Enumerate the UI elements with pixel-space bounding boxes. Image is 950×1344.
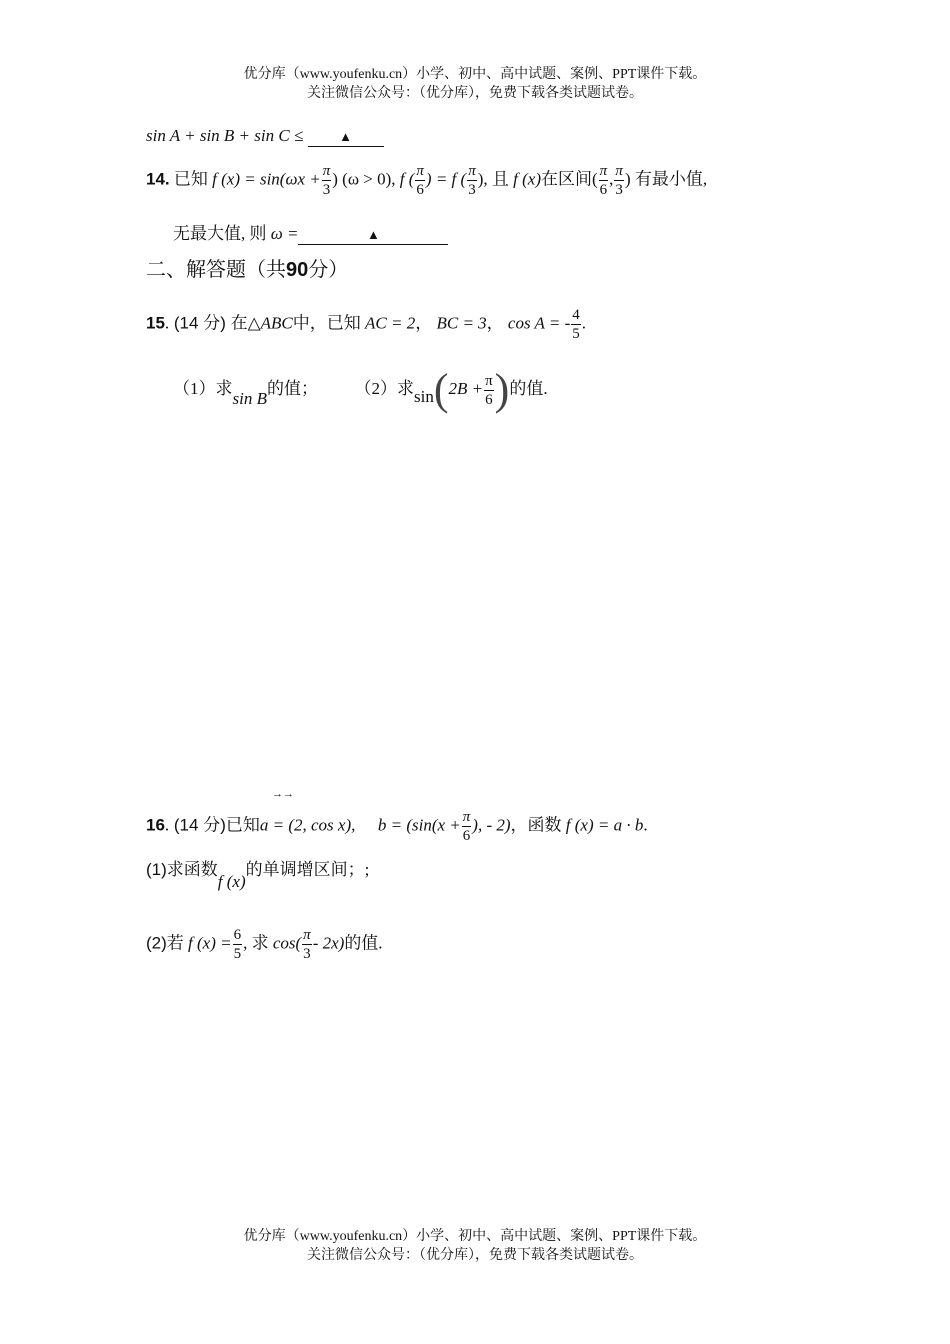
q13-expression: sin A + sin B + sin C ≤	[146, 126, 304, 145]
q15-text-a: 在△	[230, 313, 261, 333]
q14-line-2	[173, 222, 448, 246]
q15-sub1-expr: sin B	[232, 388, 267, 408]
q16-sub1-text: 求函数	[166, 860, 218, 879]
q14-close-tail: ) 有最小值,	[624, 169, 708, 189]
q16-sub1-label: (1)	[146, 860, 167, 879]
q16-sub-2	[146, 926, 383, 963]
footer-line-2: 关注微信公众号：（优分库），免费下载各类试题试卷。	[307, 1248, 643, 1263]
q16-text-a: 已知	[225, 815, 260, 835]
q14-interval-label: 在区间	[540, 169, 592, 189]
q16-vector-b-pre: b = (sin(x +	[377, 815, 461, 835]
q16-frac-pi-6: $\frac{\pi}{6}$	[462, 809, 471, 844]
q15-sub1-tail: 的值；	[266, 378, 318, 398]
q14-function: f (x) = sin(ωx +	[212, 169, 321, 189]
q14-frac-pi-3b: $\frac{\pi}{3}$	[468, 163, 476, 198]
q16-sub2-tail: 的值.	[344, 933, 383, 953]
q15-bc: BC = 3	[436, 313, 487, 333]
q15-number: 15	[146, 313, 165, 333]
q16-frac-6-5: $\frac{6}{5}$	[233, 927, 242, 962]
q15-abc: ABC	[260, 313, 293, 333]
q14-text: 已知	[173, 169, 208, 189]
q14-equals: ) = f (	[425, 169, 467, 189]
q15-dot: .	[164, 313, 170, 333]
q14-interval-left: $\frac{\pi}{6}$	[599, 163, 608, 198]
q14-interval-right: $\frac{\pi}{3}$	[615, 163, 623, 198]
section-2-title: 二、解答题（共	[146, 259, 286, 281]
q16-sub2-post: - 2x)	[312, 933, 345, 953]
q14-answer-blank: ▲	[298, 224, 448, 245]
question-15	[146, 306, 586, 343]
question-14	[146, 162, 707, 199]
q16-sub2-fx: f (x) =	[188, 933, 232, 953]
q15-sep-1: ，	[415, 313, 433, 333]
question-16	[146, 808, 648, 845]
q16-dot: .	[164, 815, 170, 835]
q16-score: (14 分)	[169, 815, 226, 835]
footer-line-1: 优分库（www.youfenku.cn）小学、初中、高中试题、案例、PPT课件下载。	[243, 1229, 707, 1244]
q15-ac: AC = 2	[365, 313, 416, 333]
q16-sub1-fx: f (x)	[217, 872, 246, 891]
q16-sub2-mid: , 求	[243, 933, 269, 953]
q14-open-paren: (	[591, 169, 598, 189]
section-2-points: 90	[286, 259, 309, 281]
q16-number: 16	[146, 815, 165, 835]
header-line-1: 优分库（www.youfenku.cn）小学、初中、高中试题、案例、PPT课件下载。	[243, 67, 707, 82]
q14-number: 14.	[146, 169, 170, 189]
q15-left-paren: (	[433, 365, 449, 414]
q15-sep-2: ，	[486, 313, 504, 333]
q15-sub2-sin: sin	[413, 386, 434, 406]
header-line-2: 关注微信公众号：（优分库），免费下载各类试题试卷。	[307, 86, 643, 101]
q15-end: .	[581, 313, 586, 333]
q13-answer-blank: ▲	[308, 126, 384, 147]
section-2-title-end: 分）	[308, 259, 349, 281]
q14-condition: ) (ω > 0),	[332, 169, 396, 189]
q15-frac-4-5: $\frac{4}{5}$	[572, 307, 580, 342]
q16-end: .	[643, 815, 648, 835]
q16-sub2-label: (2)	[146, 933, 167, 953]
q15-cos: cos A = -	[507, 313, 571, 333]
q14-frac-pi-3: $\frac{\pi}{3}$	[322, 163, 331, 198]
q14-after: ), 且	[477, 169, 509, 189]
q16-frac-pi-3: $\frac{\pi}{3}$	[303, 927, 311, 962]
q14-line2-text: 无最大值, 则	[173, 224, 267, 243]
q14-omega: ω =	[270, 224, 299, 243]
q15-sub2-inner: 2B +	[448, 378, 484, 398]
q16-function: f (x) = a · b	[565, 815, 644, 835]
section-2-heading	[146, 256, 348, 284]
q14-frac-pi-6: $\frac{\pi}{6}$	[416, 163, 424, 198]
q16-sub2-text: 若	[166, 933, 184, 953]
q15-sub2-label: （2）求	[354, 378, 414, 398]
q16-vector-b-post: ), - 2)	[472, 815, 511, 835]
q16-sub-1	[146, 858, 370, 891]
q16-sub2-cos: cos(	[272, 933, 302, 953]
q15-score: (14 分)	[169, 313, 231, 333]
q15-right-paren: )	[494, 365, 510, 414]
q14-fx: f (x)	[513, 169, 541, 189]
q16-sub1-tail: 的单调增区间；;	[245, 860, 370, 879]
q14-f-open: f (	[399, 169, 415, 189]
q15-sub1-label: （1）求	[173, 378, 233, 398]
q13-tail	[146, 124, 384, 148]
q16-text-b: ，函数	[510, 815, 562, 835]
q16-vector-arrows: →→	[272, 788, 294, 800]
q16-vector-a: a = (2, cos x),	[259, 815, 356, 835]
q15-sub2-tail: 的值.	[509, 378, 548, 398]
q15-text-b: 中，已知	[292, 313, 361, 333]
q15-subquestions	[173, 365, 548, 414]
q14-comma: ,	[609, 169, 614, 189]
q15-frac-pi-6: $\frac{\pi}{6}$	[485, 372, 493, 408]
